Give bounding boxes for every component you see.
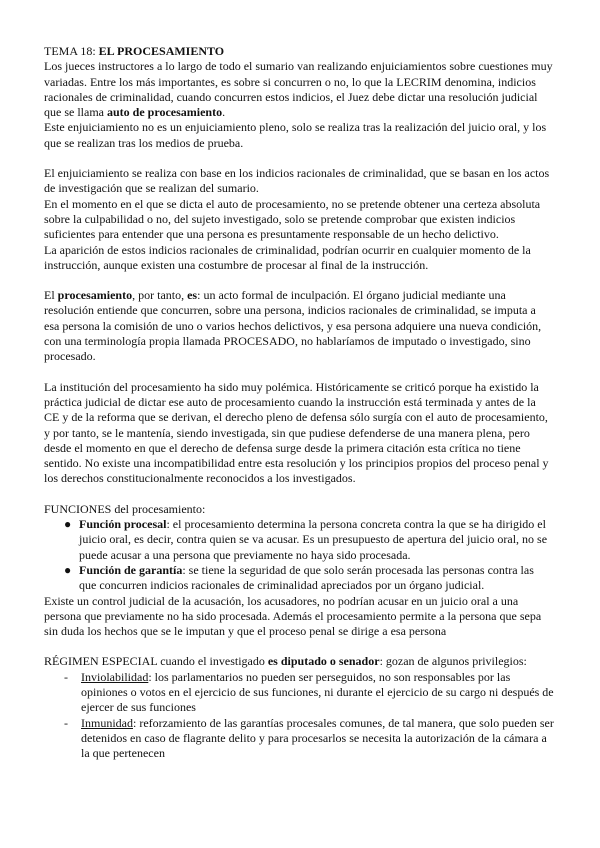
- list-item: [44, 517, 554, 563]
- special-heading-rest: : gozan de algunos privilegios:: [379, 654, 527, 669]
- function-text: : se tiene la seguridad de que solo serán procesada las personas contra las que concurren indicios racionales de criminalidad apreciados por un órgano judicial.: [79, 562, 534, 593]
- privilege-text: : reforzamiento de las garantías procesales comunes, de tal manera, que solo pueden ser detenidos en caso de flagrante delito y para procesarlos se necesita la autorización de la cámara a la que pertenecen: [81, 715, 554, 761]
- functions-heading-caps: FUNCIONES: [44, 501, 112, 516]
- block2-paragraph-2: En el momento en el que se dicta el auto de procesamiento, no se pretende obtener una certeza absoluta sobre la culpabilidad o no, del sujeto investigado, solo se pretende comprobar que existen indicios suficientes para entender que una persona es presuntamente responsable de un hecho delictivo.: [44, 196, 541, 242]
- auto-de-procesamiento-term: auto de procesamiento: [106, 105, 223, 120]
- special-heading: [44, 654, 554, 669]
- privileges-list: [44, 670, 554, 762]
- spacer: [44, 273, 554, 288]
- definition-mid: , por tanto,: [132, 288, 188, 303]
- function-text: : el procesamiento determina la persona concreta contra la que se ha dirigido el juicio oral, es decir, contra quien se va acusar. Es un presupuesto de apertura del juicio oral, no se puede acusar a una persona que previamente no haya sido procesada.: [79, 517, 548, 562]
- intro-paragraph-1: [44, 59, 554, 120]
- spacer: [44, 639, 554, 654]
- procesamiento-term: procesamiento: [57, 288, 133, 303]
- list-item: [44, 670, 554, 716]
- definition-rest: : un acto formal de inculpación. El órgano judicial mediante una resolución entiende que concurren, sobre una persona, indicios racionales de criminalidad, se imputa a esa persona la comisión de uno o varios hechos delictivos, y esa persona adquiere una nueva condición, con una terminología propia llamada PROCESADO, no hablaríamos de imputado o investigado, sino procesado.: [44, 288, 542, 364]
- bullet-icon: ●: [64, 517, 72, 532]
- spacer: [44, 151, 554, 166]
- title-prefix: TEMA 18:: [44, 44, 99, 58]
- functions-list: [44, 517, 554, 593]
- intro-text: Los jueces instructores a lo largo de todo el sumario van realizando enjuiciamientos sobre cuestiones muy variadas. Entre los más importantes, es sobre si concurren o no, lo que la LECRIM denomina, indicios racionales de criminalidad, cuando concurren estos indicios, el Juez debe dictar una resolución judicial que se llama: [44, 59, 553, 120]
- privilege-text: : los parlamentarios no pueden ser perseguidos, no son responsables por las opiniones o votos en el ejercicio de sus funciones, ni durante el ejercicio de su cargo ni después de ejercer de sus funciones: [81, 669, 554, 715]
- special-heading-start: RÉGIMEN ESPECIAL cuando el investigado: [44, 654, 268, 669]
- title-bold: EL PROCESAMIENTO: [98, 44, 225, 58]
- dash-icon: -: [64, 669, 68, 684]
- block2-paragraph-3: La aparición de estos indicios racionales de criminalidad, podrían ocurrir en cualquier momento de la instrucción, aunque existen una costumbre de procesar al final de la instrucción.: [44, 242, 531, 272]
- bullet-icon: ●: [64, 562, 72, 577]
- list-item: [44, 716, 554, 762]
- definition-start: El: [44, 288, 58, 303]
- privilege-label: Inviolabilidad: [81, 669, 149, 684]
- history-paragraph: La institución del procesamiento ha sido muy polémica. Históricamente se criticó porque ha existido la práctica judicial de dictar ese auto de procesamiento cuando la instrucción está terminada y antes de la CE y de la reforma que se derivan, el derecho pleno de defensa sólo surgía con el auto de procesamiento, y por tanto, se le mantenía, siendo investigada, sin que pudiese defenderse de una manera plena, pero desde el momento en que el derecho de defensa surge desde la primera citación esta crítica no tiene sentido. No existe una incompatibilidad entre esta resolución y los principios propios del proceso penal y los derechos constitucionalmente reconocidos a los investigados.: [44, 379, 549, 486]
- intro-end: .: [222, 105, 226, 120]
- functions-after-paragraph: Existe un control judicial de la acusación, los acusadores, no podrían acusar en un juicio oral a una persona que previamente no ha sido procesada. Además el procesamiento permite a la persona que sepa sin duda los hechos que se le imputan y que el proceso penal se dirige a esa persona: [44, 593, 542, 639]
- block2-paragraph-1: El enjuiciamiento se realiza con base en los indicios racionales de criminalidad, que se basan en los actos de investigación que se realizan del sumario.: [44, 166, 550, 196]
- functions-heading: [44, 502, 554, 517]
- document-title: [44, 44, 554, 59]
- function-label: Función de garantía: [79, 562, 183, 577]
- functions-heading-rest: del procesamiento:: [111, 501, 206, 516]
- es-term: es: [187, 288, 198, 303]
- spacer: [44, 365, 554, 380]
- diputado-senador-term: es diputado o senador: [267, 654, 380, 669]
- definition-paragraph: [44, 288, 554, 364]
- privilege-label: Inmunidad: [81, 715, 133, 730]
- list-item: [44, 563, 554, 594]
- intro-paragraph-2: Este enjuiciamiento no es un enjuiciamiento pleno, solo se realiza tras la realización del juicio oral, y los que se realizan tras los medios de prueba.: [44, 120, 547, 150]
- dash-icon: -: [64, 715, 68, 730]
- spacer: [44, 487, 554, 502]
- function-label: Función procesal: [79, 517, 167, 532]
